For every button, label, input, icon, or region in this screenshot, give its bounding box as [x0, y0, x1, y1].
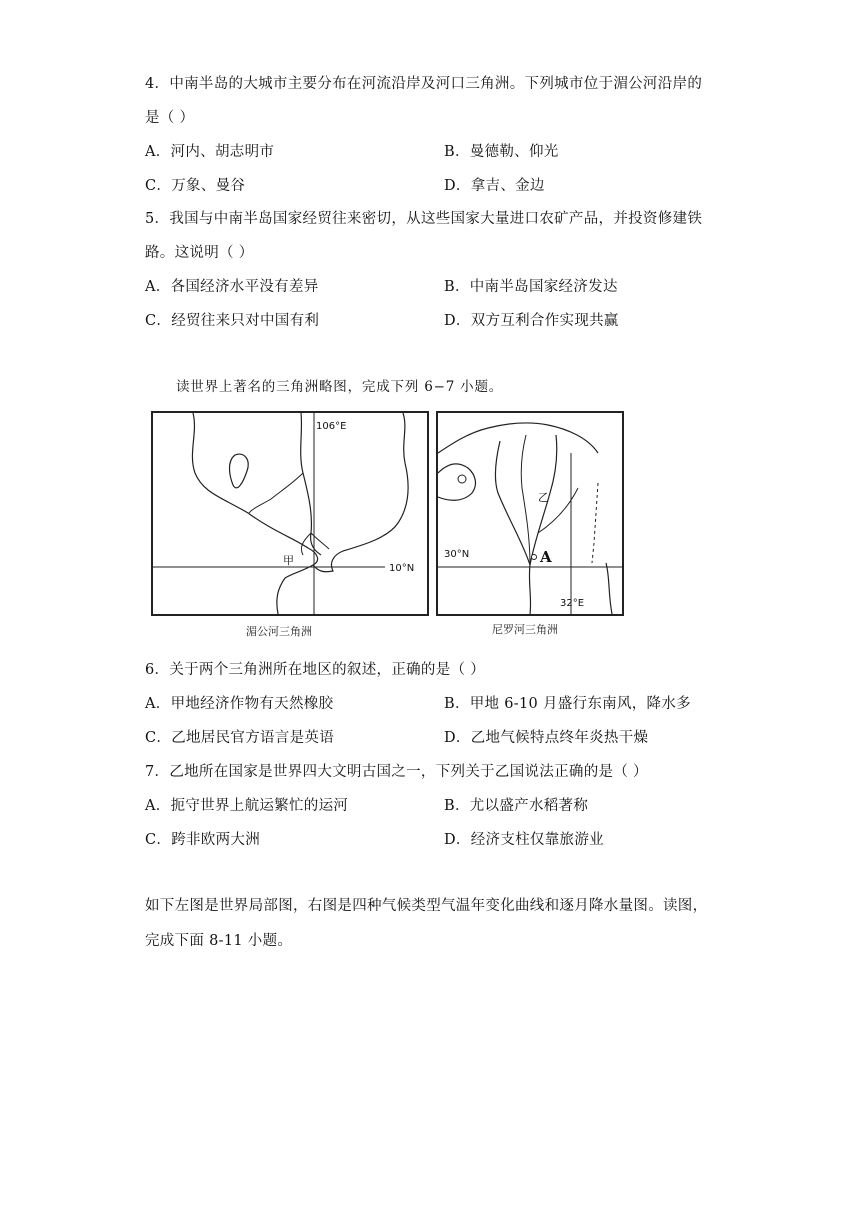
nile-map-drawing [438, 413, 622, 614]
q5-stem-line1: 5．我国与中南半岛国家经贸往来密切，从这些国家大量进口农矿产品，并投资修建铁 [145, 211, 703, 227]
mekong-caption: 湄公河三角洲 [246, 625, 312, 638]
intro-8-11-line2: 完成下面 8-11 小题。 [145, 933, 293, 949]
q7-option-b: B．尤以盛产水稻著称 [444, 798, 589, 814]
q6-option-d: D．乙地气候特点终年炎热干燥 [444, 730, 649, 746]
nile-parallel-label: 30°N [444, 549, 470, 560]
q5-option-d: D．双方互利合作实现共赢 [444, 313, 619, 329]
q6-option-b: B．甲地 6-10 月盛行东南风，降水多 [444, 696, 691, 712]
nile-caption: 尼罗河三角洲 [492, 623, 558, 636]
nile-delta-map [436, 411, 624, 616]
q5-option-c: C．经贸往来只对中国有利 [145, 313, 320, 329]
mekong-parallel-label: 10°N [389, 563, 415, 574]
intro-8-11-line1: 如下左图是世界局部图，右图是四种气候类型气温年变化曲线和逐月降水量图。读图， [145, 898, 708, 914]
q7-option-a: A．扼守世界上航运繁忙的运河 [145, 798, 349, 814]
place-yi-label: 乙 [538, 491, 549, 504]
q5-stem-line2: 路。这说明（ ） [145, 245, 254, 261]
q7-stem: 7．乙地所在国家是世界四大文明古国之一，下列关于乙国说法正确的是（ ） [145, 764, 648, 780]
point-a-label: A [540, 548, 552, 566]
q7-option-c: C．跨非欧两大洲 [145, 832, 260, 848]
q6-option-a: A．甲地经济作物有天然橡胶 [145, 696, 334, 712]
q4-option-d: D．拿吉、金边 [444, 178, 545, 194]
q4-option-a: A．河内、胡志明市 [145, 144, 275, 160]
q6-option-c: C．乙地居民官方语言是英语 [145, 730, 334, 746]
mekong-meridian-label: 106°E [316, 421, 347, 432]
q4-option-c: C．万象、曼谷 [145, 178, 246, 194]
q6-stem: 6．关于两个三角洲所在地区的叙述，正确的是（ ） [145, 662, 486, 678]
q4-stem-line2: 是（ ） [145, 110, 195, 126]
q5-option-a: A．各国经济水平没有差异 [145, 279, 319, 295]
q4-stem-line1: 4．中南半岛的大城市主要分布在河流沿岸及河口三角洲。下列城市位于湄公河沿岸的 [145, 76, 703, 92]
nile-meridian-label: 32°E [560, 598, 585, 609]
mekong-map-drawing [153, 413, 427, 614]
q7-option-d: D．经济支柱仅靠旅游业 [444, 832, 604, 848]
mekong-delta-map [151, 411, 429, 616]
q5-option-b: B．中南半岛国家经济发达 [444, 279, 618, 295]
place-jia-label: 甲 [283, 554, 294, 567]
intro-6-7: 读世界上著名的三角洲略图，完成下列 6−7 小题。 [176, 379, 504, 395]
q4-option-b: B．曼德勒、仰光 [444, 144, 559, 160]
